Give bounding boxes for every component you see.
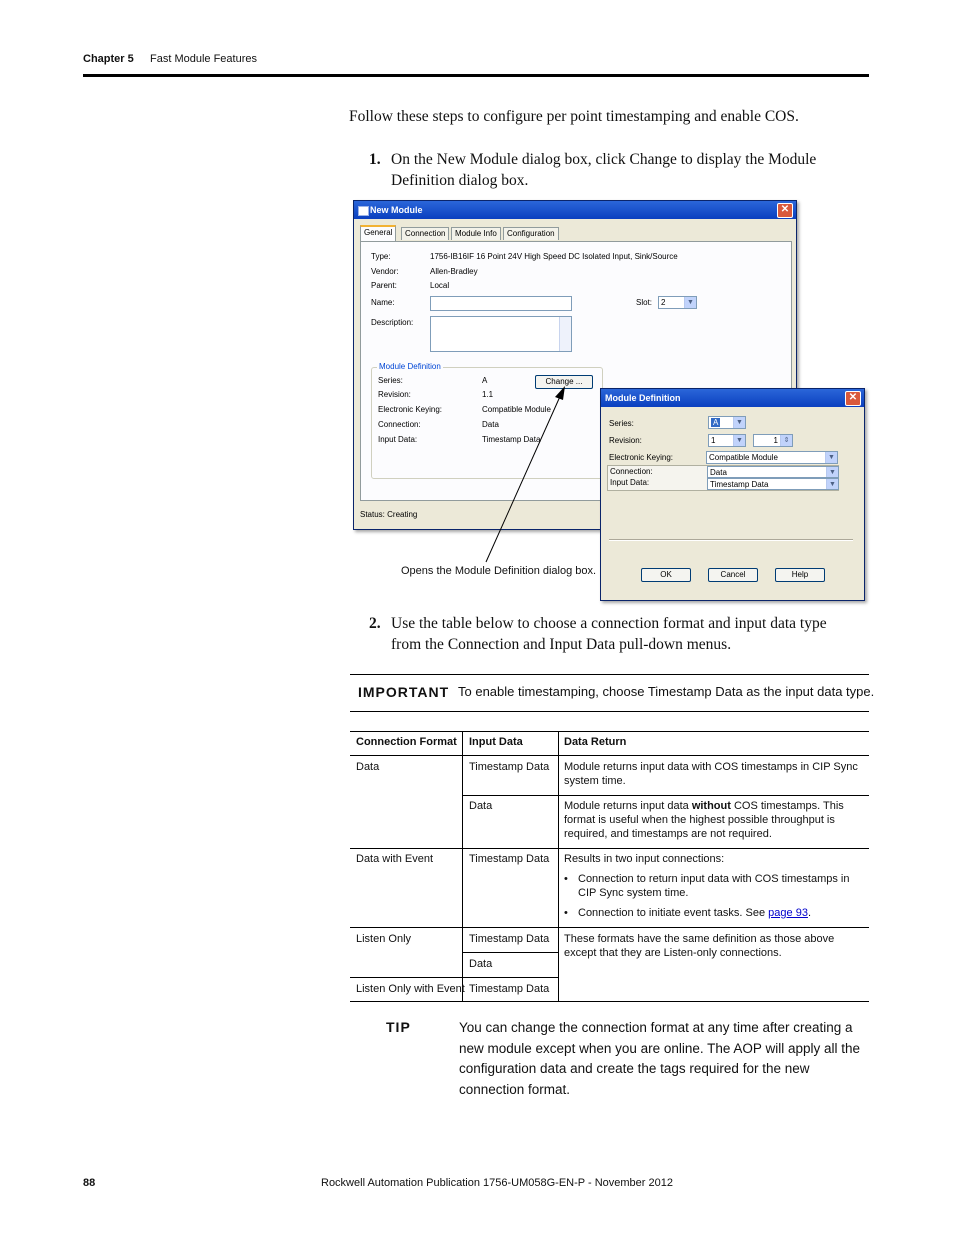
keying-label: Electronic Keying:	[378, 405, 443, 414]
chapter-title: Fast Module Features	[150, 53, 257, 65]
important-label: IMPORTANT	[358, 684, 450, 700]
list-item: • Connection to return input data with COS timestamps in CIP Sync system time.	[564, 872, 862, 900]
column-header: Input Data	[469, 736, 523, 748]
parent-label: Parent:	[371, 281, 397, 290]
name-label: Name:	[371, 298, 395, 307]
column-header: Data Return	[564, 736, 627, 748]
input-data-label: Input Data:	[610, 478, 650, 487]
table-cell: Timestamp Data	[469, 761, 550, 773]
table-cell: Data with Event	[356, 853, 434, 865]
figure-caption: Opens the Module Definition dialog box.	[401, 565, 597, 577]
cell-text: Module returns input data	[564, 800, 692, 812]
table-cell: Listen Only	[356, 933, 412, 945]
table-rule	[350, 731, 869, 732]
series-value: A	[482, 376, 488, 385]
input-data-value: Timestamp Data	[482, 435, 541, 444]
chevron-down-icon[interactable]: ▼	[733, 435, 745, 446]
chapter-label: Chapter 5	[83, 53, 134, 65]
keying-value: Compatible Module	[709, 453, 778, 462]
tab-general[interactable]: General	[360, 225, 396, 242]
type-label: Type:	[371, 252, 391, 261]
tip-text: You can change the connection format at any time after creating a new module except when you are online. The AOP will apply all the configuration data and create the tags required for the new connection format.	[459, 1020, 860, 1097]
slot-label: Slot:	[636, 298, 653, 307]
chevron-down-icon[interactable]: ▼	[826, 467, 838, 477]
input-data-label: Input Data:	[378, 435, 418, 444]
important-text: To enable timestamping, choose Timestamp Data as the input data type.	[458, 684, 875, 699]
table-rule	[350, 977, 558, 978]
parent-value: Local	[430, 281, 450, 290]
spinner-arrows-icon[interactable]: ⇕	[780, 435, 792, 446]
table-rule	[462, 795, 869, 796]
series-label: Series:	[609, 419, 634, 428]
table-cell: Module returns input data with COS timestamps in CIP Sync system time.	[564, 761, 858, 787]
revision-minor-value: 1	[773, 436, 778, 445]
column-rule	[462, 731, 463, 1002]
table-rule	[350, 1001, 869, 1002]
chevron-down-icon[interactable]: ▼	[826, 479, 838, 489]
revision-value: 1.1	[482, 390, 494, 399]
ok-button[interactable]: OK	[641, 568, 691, 582]
module-definition-legend: Module Definition	[379, 362, 441, 371]
change-button[interactable]: Change ...	[535, 375, 593, 389]
table-cell: Timestamp Data	[469, 853, 550, 865]
series-value: A	[713, 418, 719, 427]
help-button[interactable]: Help	[775, 568, 825, 582]
cell-emphasis: without	[691, 800, 731, 812]
publication-footer: Rockwell Automation Publication 1756-UM058G-EN-P - November 2012	[321, 1177, 673, 1189]
keying-value: Compatible Module	[482, 405, 551, 414]
step-number: 2.	[369, 615, 381, 632]
list-item	[564, 906, 862, 920]
column-header: Connection Format	[356, 736, 457, 748]
table-rule	[350, 927, 869, 928]
cell-text: COS timestamps. This format is useful when the highest possible throughput is required, and timestamps are not required.	[564, 800, 844, 840]
table-cell: Timestamp Data	[469, 983, 550, 995]
table-cell: Data	[469, 800, 493, 812]
cell-text: .	[807, 907, 811, 919]
chevron-down-icon[interactable]: ▼	[733, 417, 745, 428]
revision-label: Revision:	[609, 436, 642, 445]
table-cell: Timestamp Data	[469, 933, 550, 945]
connection-label: Connection:	[378, 420, 421, 429]
page-link[interactable]: page 93	[768, 907, 808, 919]
cell-text: Connection to initiate event tasks. See	[578, 907, 769, 919]
cancel-button[interactable]: Cancel	[708, 568, 758, 582]
chevron-down-icon[interactable]: ▼	[825, 452, 837, 463]
table-cell: Data	[469, 958, 493, 970]
close-icon[interactable]: ✕	[845, 391, 861, 406]
connection-value: Data	[482, 420, 499, 429]
table-cell: Listen Only with Event	[356, 983, 465, 995]
dialog-title: New Module	[370, 205, 423, 215]
vendor-label: Vendor:	[371, 267, 399, 276]
input-data-value: Timestamp Data	[710, 480, 769, 489]
bullet-list	[564, 872, 862, 920]
tip-label: TIP	[386, 1019, 411, 1035]
dialog-title: Module Definition	[605, 393, 681, 403]
series-label: Series:	[378, 376, 403, 385]
important-box	[350, 674, 875, 712]
status-text: Status: Creating	[360, 510, 418, 519]
table-cell	[564, 799, 862, 841]
table-rule	[350, 755, 869, 756]
connection-label: Connection:	[610, 467, 653, 476]
description-label: Description:	[371, 318, 414, 327]
step-number: 1.	[369, 151, 381, 168]
chevron-down-icon[interactable]: ▼	[684, 297, 696, 308]
revision-label: Revision:	[378, 390, 411, 399]
column-rule	[558, 731, 559, 1002]
page-number: 88	[83, 1177, 96, 1189]
table-cell	[564, 852, 862, 920]
close-icon[interactable]: ✕	[777, 203, 793, 218]
keying-label: Electronic Keying:	[609, 453, 674, 462]
table-cell: These formats have the same definition as those above except that they are Listen-only connections.	[564, 933, 835, 959]
tab-configuration[interactable]: Configuration	[503, 227, 559, 240]
step-text: Use the table below to choose a connection format and input data type from the Connection and Input Data pull-down menus.	[391, 615, 827, 653]
connection-value: Data	[710, 468, 727, 477]
step-text: On the New Module dialog box, click Change to display the Module Definition dialog box.	[391, 151, 817, 189]
type-value: 1756-IB16IF 16 Point 24V High Speed DC Isolated Input, Sink/Source	[430, 252, 678, 261]
table-rule	[462, 952, 558, 953]
slot-value: 2	[661, 298, 666, 307]
revision-major-value: 1	[711, 436, 716, 445]
table-cell: Data	[356, 761, 380, 773]
vendor-value: Allen-Bradley	[430, 267, 478, 276]
tab-connection[interactable]: Connection	[401, 227, 449, 240]
intro-paragraph: Follow these steps to configure per point timestamping and enable COS.	[349, 108, 799, 125]
tab-module-info[interactable]: Module Info	[451, 227, 501, 240]
table-rule	[350, 848, 869, 849]
cell-text: Results in two input connections:	[564, 853, 725, 865]
